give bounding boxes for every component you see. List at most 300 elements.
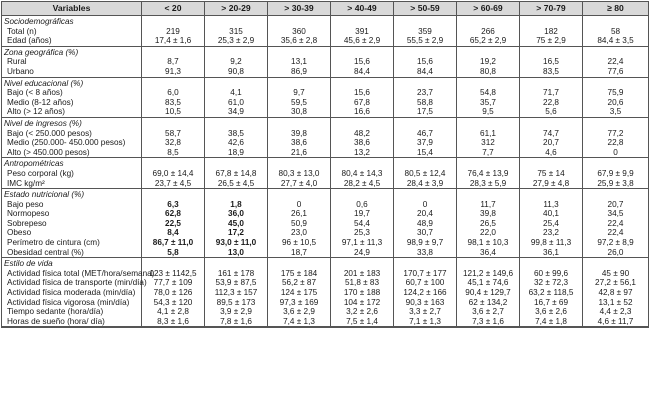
value-cell: 58 bbox=[583, 27, 649, 37]
value-cell: 39,8 bbox=[268, 129, 331, 139]
value-cell: 48,2 bbox=[331, 129, 394, 139]
value-cell: 17,4 ± 1,6 bbox=[142, 36, 205, 46]
value-cell: 62,8 bbox=[142, 209, 205, 219]
table-row bbox=[2, 219, 649, 229]
value-cell: 20,7 bbox=[583, 200, 649, 210]
table-row bbox=[2, 57, 649, 67]
section-empty-cell bbox=[583, 46, 649, 57]
table-row bbox=[2, 248, 649, 258]
value-cell: 11,3 bbox=[520, 200, 583, 210]
value-cell: 123 ± 1142,5 bbox=[142, 269, 205, 279]
section-empty-cell bbox=[331, 16, 394, 27]
header-age-20-29: > 20-29 bbox=[205, 2, 268, 16]
section-empty-cell bbox=[331, 77, 394, 88]
header-age-60-69: > 60-69 bbox=[457, 2, 520, 16]
table-row bbox=[2, 169, 649, 179]
value-cell: 25,3 ± 2,9 bbox=[205, 36, 268, 46]
value-cell: 75 ± 2,9 bbox=[520, 36, 583, 46]
value-cell: 24,9 bbox=[331, 248, 394, 258]
value-cell: 3,3 ± 2,7 bbox=[394, 307, 457, 317]
section-row bbox=[2, 46, 649, 57]
value-cell: 20,7 bbox=[520, 138, 583, 148]
value-cell: 8,5 bbox=[142, 148, 205, 158]
value-cell: 22,8 bbox=[520, 98, 583, 108]
value-cell: 67,8 bbox=[331, 98, 394, 108]
section-empty-cell bbox=[520, 117, 583, 128]
value-cell: 71,7 bbox=[520, 88, 583, 98]
table-row bbox=[2, 278, 649, 288]
value-cell: 30,8 bbox=[268, 107, 331, 117]
value-cell: 3,5 bbox=[583, 107, 649, 117]
value-cell: 22,4 bbox=[583, 228, 649, 238]
value-cell: 13,1 ± 52 bbox=[583, 298, 649, 308]
value-cell: 9,7 bbox=[268, 88, 331, 98]
section-empty-cell bbox=[268, 117, 331, 128]
section-empty-cell bbox=[268, 46, 331, 57]
value-cell: 266 bbox=[457, 27, 520, 37]
value-cell: 77,2 bbox=[583, 129, 649, 139]
row-label: Normopeso bbox=[2, 209, 142, 219]
value-cell: 7,1 ± 1,3 bbox=[394, 317, 457, 328]
value-cell: 13,1 bbox=[268, 57, 331, 67]
section-empty-cell bbox=[394, 77, 457, 88]
value-cell: 45,0 bbox=[205, 219, 268, 229]
value-cell: 20,4 bbox=[394, 209, 457, 219]
table-row bbox=[2, 67, 649, 77]
value-cell: 5,8 bbox=[142, 248, 205, 258]
table-row bbox=[2, 209, 649, 219]
section-row bbox=[2, 117, 649, 128]
value-cell: 28,3 ± 5,9 bbox=[457, 179, 520, 189]
value-cell: 8,3 ± 1,6 bbox=[142, 317, 205, 328]
section-title: Estilo de vida bbox=[2, 258, 142, 269]
value-cell: 315 bbox=[205, 27, 268, 37]
table-row bbox=[2, 288, 649, 298]
header-age-50-59: > 50-59 bbox=[394, 2, 457, 16]
value-cell: 51,8 ± 83 bbox=[331, 278, 394, 288]
value-cell: 4,4 ± 2,3 bbox=[583, 307, 649, 317]
value-cell: 7,7 bbox=[457, 148, 520, 158]
row-label: Total (n) bbox=[2, 27, 142, 37]
value-cell: 80,3 ± 13,0 bbox=[268, 169, 331, 179]
value-cell: 170,7 ± 177 bbox=[394, 269, 457, 279]
section-empty-cell bbox=[394, 46, 457, 57]
value-cell: 83,5 bbox=[142, 98, 205, 108]
section-empty-cell bbox=[583, 77, 649, 88]
section-empty-cell bbox=[268, 77, 331, 88]
value-cell: 93,0 ± 11,0 bbox=[205, 238, 268, 248]
table-row bbox=[2, 179, 649, 189]
value-cell: 45,1 ± 74,6 bbox=[457, 278, 520, 288]
data-table bbox=[1, 1, 649, 328]
table-row bbox=[2, 238, 649, 248]
section-empty-cell bbox=[457, 258, 520, 269]
section-empty-cell bbox=[520, 77, 583, 88]
section-empty-cell bbox=[142, 158, 205, 169]
section-title: Antropométricas bbox=[2, 158, 142, 169]
row-label: Urbano bbox=[2, 67, 142, 77]
value-cell: 54,3 ± 120 bbox=[142, 298, 205, 308]
value-cell: 36,1 bbox=[520, 248, 583, 258]
value-cell: 76,4 ± 13,9 bbox=[457, 169, 520, 179]
value-cell: 360 bbox=[268, 27, 331, 37]
row-label: Rural bbox=[2, 57, 142, 67]
value-cell: 22,0 bbox=[457, 228, 520, 238]
value-cell: 0 bbox=[268, 200, 331, 210]
value-cell: 23,7 bbox=[394, 88, 457, 98]
value-cell: 6,3 bbox=[142, 200, 205, 210]
value-cell: 97,1 ± 11,3 bbox=[331, 238, 394, 248]
value-cell: 98,1 ± 10,3 bbox=[457, 238, 520, 248]
value-cell: 90,4 ± 129,7 bbox=[457, 288, 520, 298]
table-row bbox=[2, 98, 649, 108]
value-cell: 39,8 bbox=[457, 209, 520, 219]
value-cell: 75,9 bbox=[583, 88, 649, 98]
row-label: Actividad física total (MET/hora/semana) bbox=[2, 269, 142, 279]
value-cell: 15,4 bbox=[394, 148, 457, 158]
value-cell: 98,9 ± 9,7 bbox=[394, 238, 457, 248]
section-empty-cell bbox=[268, 16, 331, 27]
table-row bbox=[2, 269, 649, 279]
value-cell: 359 bbox=[394, 27, 457, 37]
table-row bbox=[2, 138, 649, 148]
value-cell: 22,5 bbox=[142, 219, 205, 229]
value-cell: 53,9 ± 87,5 bbox=[205, 278, 268, 288]
row-label: Perímetro de cintura (cm) bbox=[2, 238, 142, 248]
value-cell: 46,7 bbox=[394, 129, 457, 139]
table-row bbox=[2, 298, 649, 308]
value-cell: 37,9 bbox=[394, 138, 457, 148]
value-cell: 80,5 ± 12,4 bbox=[394, 169, 457, 179]
value-cell: 7,3 ± 1,6 bbox=[457, 317, 520, 328]
value-cell: 32,8 bbox=[142, 138, 205, 148]
section-empty-cell bbox=[205, 77, 268, 88]
value-cell: 1,8 bbox=[205, 200, 268, 210]
section-empty-cell bbox=[457, 117, 520, 128]
value-cell: 219 bbox=[142, 27, 205, 37]
value-cell: 35,6 ± 2,8 bbox=[268, 36, 331, 46]
table-row bbox=[2, 228, 649, 238]
table-row bbox=[2, 307, 649, 317]
section-empty-cell bbox=[142, 189, 205, 200]
row-label: Edad (años) bbox=[2, 36, 142, 46]
value-cell: 312 bbox=[457, 138, 520, 148]
value-cell: 6,0 bbox=[142, 88, 205, 98]
value-cell: 26,5 ± 4,5 bbox=[205, 179, 268, 189]
value-cell: 8,4 bbox=[142, 228, 205, 238]
value-cell: 0,6 bbox=[331, 200, 394, 210]
row-label: Alto (> 12 años) bbox=[2, 107, 142, 117]
value-cell: 34,5 bbox=[583, 209, 649, 219]
section-title: Nivel educacional (%) bbox=[2, 77, 142, 88]
value-cell: 7,4 ± 1,3 bbox=[268, 317, 331, 328]
value-cell: 23,2 bbox=[520, 228, 583, 238]
section-empty-cell bbox=[394, 117, 457, 128]
value-cell: 45,6 ± 2,9 bbox=[331, 36, 394, 46]
row-label: Peso corporal (kg) bbox=[2, 169, 142, 179]
value-cell: 17,2 bbox=[205, 228, 268, 238]
value-cell: 38,6 bbox=[331, 138, 394, 148]
value-cell: 74,7 bbox=[520, 129, 583, 139]
value-cell: 0 bbox=[583, 148, 649, 158]
section-empty-cell bbox=[331, 158, 394, 169]
section-empty-cell bbox=[394, 189, 457, 200]
value-cell: 34,9 bbox=[205, 107, 268, 117]
header-age-30-39: > 30-39 bbox=[268, 2, 331, 16]
value-cell: 23,7 ± 4,5 bbox=[142, 179, 205, 189]
value-cell: 121,2 ± 149,6 bbox=[457, 269, 520, 279]
row-label: Horas de sueño (hora/ día) bbox=[2, 317, 142, 328]
value-cell: 19,7 bbox=[331, 209, 394, 219]
value-cell: 91,3 bbox=[142, 67, 205, 77]
value-cell: 124 ± 175 bbox=[268, 288, 331, 298]
value-cell: 22,8 bbox=[583, 138, 649, 148]
section-title: Estado nutricional (%) bbox=[2, 189, 142, 200]
row-label: Bajo (< 8 años) bbox=[2, 88, 142, 98]
value-cell: 77,6 bbox=[583, 67, 649, 77]
value-cell: 60,7 ± 100 bbox=[394, 278, 457, 288]
section-empty-cell bbox=[142, 258, 205, 269]
value-cell: 86,7 ± 11,0 bbox=[142, 238, 205, 248]
row-label: Medio (8-12 años) bbox=[2, 98, 142, 108]
value-cell: 26,0 bbox=[583, 248, 649, 258]
value-cell: 201 ± 183 bbox=[331, 269, 394, 279]
value-cell: 9,2 bbox=[205, 57, 268, 67]
value-cell: 75 ± 14 bbox=[520, 169, 583, 179]
value-cell: 42,8 ± 97 bbox=[583, 288, 649, 298]
row-label: Actividad física de transporte (min/día) bbox=[2, 278, 142, 288]
value-cell: 15,6 bbox=[331, 57, 394, 67]
value-cell: 10,5 bbox=[142, 107, 205, 117]
value-cell: 38,5 bbox=[205, 129, 268, 139]
section-row bbox=[2, 16, 649, 27]
section-empty-cell bbox=[520, 46, 583, 57]
value-cell: 50,9 bbox=[268, 219, 331, 229]
value-cell: 11,7 bbox=[457, 200, 520, 210]
section-empty-cell bbox=[268, 258, 331, 269]
section-empty-cell bbox=[394, 158, 457, 169]
value-cell: 104 ± 172 bbox=[331, 298, 394, 308]
value-cell: 58,7 bbox=[142, 129, 205, 139]
value-cell: 16,5 bbox=[520, 57, 583, 67]
value-cell: 3,6 ± 2,7 bbox=[457, 307, 520, 317]
value-cell: 5,6 bbox=[520, 107, 583, 117]
value-cell: 26,5 bbox=[457, 219, 520, 229]
value-cell: 86,9 bbox=[268, 67, 331, 77]
value-cell: 54,4 bbox=[331, 219, 394, 229]
value-cell: 27,9 ± 4,8 bbox=[520, 179, 583, 189]
value-cell: 25,3 bbox=[331, 228, 394, 238]
section-empty-cell bbox=[583, 158, 649, 169]
row-label: Actividad física moderada (min/día) bbox=[2, 288, 142, 298]
section-empty-cell bbox=[205, 158, 268, 169]
section-empty-cell bbox=[205, 16, 268, 27]
section-empty-cell bbox=[520, 258, 583, 269]
section-empty-cell bbox=[142, 16, 205, 27]
value-cell: 65,2 ± 2,9 bbox=[457, 36, 520, 46]
value-cell: 22,4 bbox=[583, 57, 649, 67]
value-cell: 161 ± 178 bbox=[205, 269, 268, 279]
section-empty-cell bbox=[142, 77, 205, 88]
value-cell: 170 ± 188 bbox=[331, 288, 394, 298]
value-cell: 3,6 ± 2,9 bbox=[268, 307, 331, 317]
value-cell: 83,5 bbox=[520, 67, 583, 77]
value-cell: 56,2 ± 87 bbox=[268, 278, 331, 288]
table-body bbox=[2, 16, 649, 328]
row-label: Bajo peso bbox=[2, 200, 142, 210]
value-cell: 38,6 bbox=[268, 138, 331, 148]
value-cell: 59,5 bbox=[268, 98, 331, 108]
value-cell: 62 ± 134,2 bbox=[457, 298, 520, 308]
header-row bbox=[2, 2, 649, 16]
row-label: IMC kg/m² bbox=[2, 179, 142, 189]
value-cell: 42,6 bbox=[205, 138, 268, 148]
value-cell: 21,6 bbox=[268, 148, 331, 158]
value-cell: 78,0 ± 126 bbox=[142, 288, 205, 298]
value-cell: 25,9 ± 3,8 bbox=[583, 179, 649, 189]
value-cell: 32 ± 72,3 bbox=[520, 278, 583, 288]
section-empty-cell bbox=[520, 189, 583, 200]
value-cell: 45 ± 90 bbox=[583, 269, 649, 279]
value-cell: 40,1 bbox=[520, 209, 583, 219]
value-cell: 84,4 bbox=[331, 67, 394, 77]
value-cell: 27,7 ± 4,0 bbox=[268, 179, 331, 189]
row-label: Alto (> 450.000 pesos) bbox=[2, 148, 142, 158]
value-cell: 15,6 bbox=[331, 88, 394, 98]
value-cell: 97,3 ± 169 bbox=[268, 298, 331, 308]
value-cell: 16,6 bbox=[331, 107, 394, 117]
table-row bbox=[2, 148, 649, 158]
section-empty-cell bbox=[583, 117, 649, 128]
section-title: Zona geográfica (%) bbox=[2, 46, 142, 57]
value-cell: 67,8 ± 14,8 bbox=[205, 169, 268, 179]
value-cell: 4,6 bbox=[520, 148, 583, 158]
section-empty-cell bbox=[205, 46, 268, 57]
value-cell: 4,1 bbox=[205, 88, 268, 98]
section-empty-cell bbox=[457, 158, 520, 169]
value-cell: 61,1 bbox=[457, 129, 520, 139]
table-row bbox=[2, 27, 649, 37]
value-cell: 36,4 bbox=[457, 248, 520, 258]
section-empty-cell bbox=[331, 46, 394, 57]
value-cell: 89,5 ± 173 bbox=[205, 298, 268, 308]
section-empty-cell bbox=[394, 16, 457, 27]
header-age-40-49: > 40-49 bbox=[331, 2, 394, 16]
value-cell: 8,7 bbox=[142, 57, 205, 67]
value-cell: 28,4 ± 3,9 bbox=[394, 179, 457, 189]
value-cell: 13,2 bbox=[331, 148, 394, 158]
section-row bbox=[2, 158, 649, 169]
section-empty-cell bbox=[457, 189, 520, 200]
value-cell: 35,7 bbox=[457, 98, 520, 108]
section-title: Sociodemográficas bbox=[2, 16, 142, 27]
value-cell: 4,1 ± 2,8 bbox=[142, 307, 205, 317]
table-row bbox=[2, 317, 649, 328]
value-cell: 112,3 ± 157 bbox=[205, 288, 268, 298]
section-row bbox=[2, 77, 649, 88]
value-cell: 84,4 ± 3,5 bbox=[583, 36, 649, 46]
value-cell: 19,2 bbox=[457, 57, 520, 67]
value-cell: 7,4 ± 1,8 bbox=[520, 317, 583, 328]
value-cell: 30,7 bbox=[394, 228, 457, 238]
value-cell: 22,4 bbox=[583, 219, 649, 229]
table-row bbox=[2, 200, 649, 210]
value-cell: 175 ± 184 bbox=[268, 269, 331, 279]
value-cell: 7,5 ± 1,4 bbox=[331, 317, 394, 328]
section-row bbox=[2, 189, 649, 200]
value-cell: 97,2 ± 8,9 bbox=[583, 238, 649, 248]
section-empty-cell bbox=[520, 158, 583, 169]
value-cell: 9,5 bbox=[457, 107, 520, 117]
value-cell: 0 bbox=[394, 200, 457, 210]
section-empty-cell bbox=[268, 158, 331, 169]
header-age-lt20: < 20 bbox=[142, 2, 205, 16]
value-cell: 27,2 ± 56,1 bbox=[583, 278, 649, 288]
section-empty-cell bbox=[331, 258, 394, 269]
value-cell: 17,5 bbox=[394, 107, 457, 117]
value-cell: 26,1 bbox=[268, 209, 331, 219]
value-cell: 58,8 bbox=[394, 98, 457, 108]
row-label: Medio (250.000- 450.000 pesos) bbox=[2, 138, 142, 148]
section-empty-cell bbox=[520, 16, 583, 27]
value-cell: 3,9 ± 2,9 bbox=[205, 307, 268, 317]
row-label: Tiempo sedante (hora/día) bbox=[2, 307, 142, 317]
section-empty-cell bbox=[268, 189, 331, 200]
section-empty-cell bbox=[457, 77, 520, 88]
section-empty-cell bbox=[205, 258, 268, 269]
table-row bbox=[2, 36, 649, 46]
header-age-gte80: ≥ 80 bbox=[583, 2, 649, 16]
value-cell: 16,7 ± 69 bbox=[520, 298, 583, 308]
section-row bbox=[2, 258, 649, 269]
value-cell: 124,2 ± 166 bbox=[394, 288, 457, 298]
section-empty-cell bbox=[583, 258, 649, 269]
value-cell: 25,4 bbox=[520, 219, 583, 229]
value-cell: 15,6 bbox=[394, 57, 457, 67]
value-cell: 80,8 bbox=[457, 67, 520, 77]
value-cell: 84,4 bbox=[394, 67, 457, 77]
value-cell: 67,9 ± 9,9 bbox=[583, 169, 649, 179]
value-cell: 54,8 bbox=[457, 88, 520, 98]
row-label: Obeso bbox=[2, 228, 142, 238]
value-cell: 80,4 ± 14,3 bbox=[331, 169, 394, 179]
section-empty-cell bbox=[331, 189, 394, 200]
value-cell: 61,0 bbox=[205, 98, 268, 108]
value-cell: 63,2 ± 118,5 bbox=[520, 288, 583, 298]
row-label: Sobrepeso bbox=[2, 219, 142, 229]
value-cell: 55,5 ± 2,9 bbox=[394, 36, 457, 46]
value-cell: 18,9 bbox=[205, 148, 268, 158]
value-cell: 90,3 ± 163 bbox=[394, 298, 457, 308]
header-variables: Variables bbox=[2, 2, 142, 16]
value-cell: 99,8 ± 11,3 bbox=[520, 238, 583, 248]
section-title: Nivel de ingresos (%) bbox=[2, 117, 142, 128]
section-empty-cell bbox=[457, 16, 520, 27]
section-empty-cell bbox=[205, 189, 268, 200]
row-label: Actividad física vigorosa (min/día) bbox=[2, 298, 142, 308]
value-cell: 48,9 bbox=[394, 219, 457, 229]
value-cell: 36,0 bbox=[205, 209, 268, 219]
table-row bbox=[2, 107, 649, 117]
value-cell: 69,0 ± 14,4 bbox=[142, 169, 205, 179]
value-cell: 3,6 ± 2,6 bbox=[520, 307, 583, 317]
value-cell: 23,0 bbox=[268, 228, 331, 238]
section-empty-cell bbox=[142, 117, 205, 128]
row-label: Bajo (< 250.000 pesos) bbox=[2, 129, 142, 139]
value-cell: 33,8 bbox=[394, 248, 457, 258]
section-empty-cell bbox=[583, 189, 649, 200]
value-cell: 391 bbox=[331, 27, 394, 37]
